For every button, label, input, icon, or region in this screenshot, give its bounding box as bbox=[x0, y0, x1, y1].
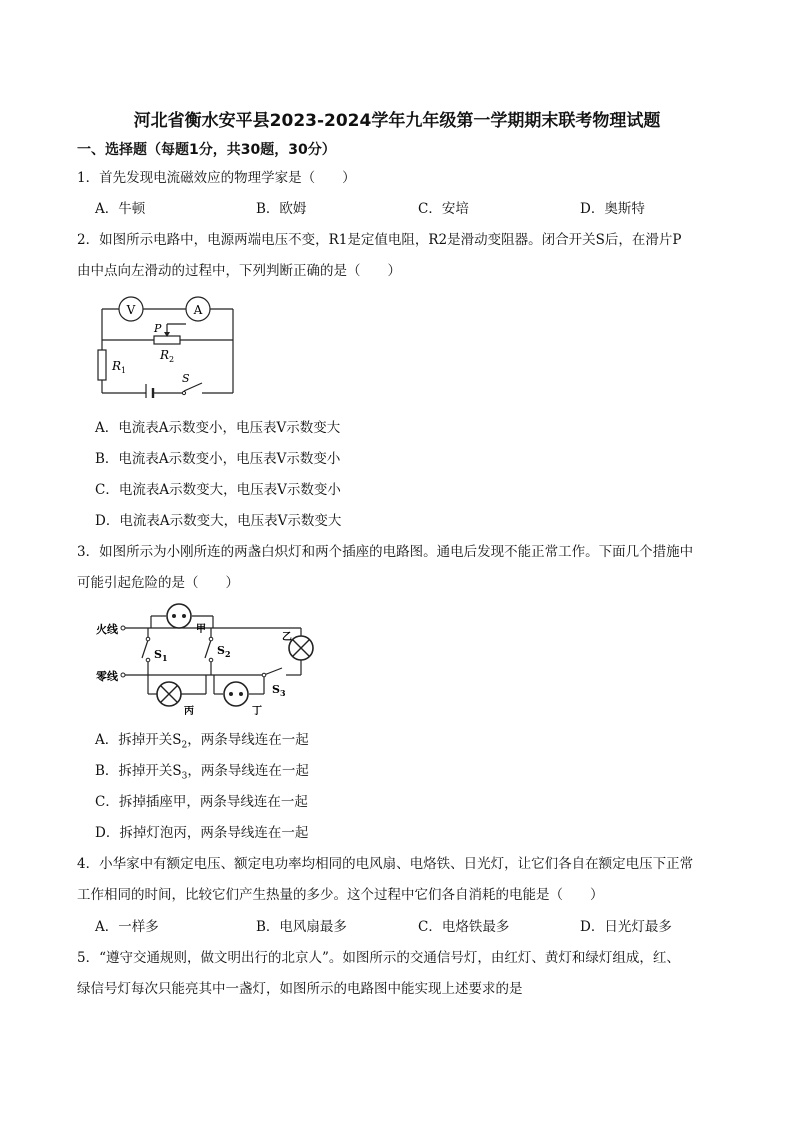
question-1-option-b: B．欧姆 bbox=[256, 201, 307, 217]
question-4-option-c: C．电烙铁最多 bbox=[418, 919, 510, 935]
question-1-option-d: D．奥斯特 bbox=[580, 201, 645, 217]
s3-label: S bbox=[272, 683, 280, 696]
question-2-stem-line-2: 由中点向左滑动的过程中，下列判断正确的是（ ） bbox=[77, 263, 401, 279]
r1-label: R bbox=[112, 359, 122, 373]
s1-label: S bbox=[154, 648, 162, 661]
slider-p-label: P bbox=[154, 322, 162, 335]
s1-subscript: 1 bbox=[162, 653, 168, 663]
question-3-stem-line-2: 可能引起危险的是（ ） bbox=[77, 575, 239, 591]
resistor-r1-symbol bbox=[98, 350, 106, 380]
s1-contact bbox=[146, 637, 150, 641]
question-3-option-c: C．拆掉插座甲，两条导线连在一起 bbox=[95, 794, 308, 810]
section-heading: 一、选择题（每题1分，共30题，30分） bbox=[77, 142, 336, 158]
question-3-circuit-diagram bbox=[96, 602, 336, 720]
q3-option-a-text-end: ，两条导线连在一起 bbox=[187, 732, 309, 748]
question-4-option-d: D．日光灯最多 bbox=[580, 919, 672, 935]
question-2-option-b: B．电流表A示数变小，电压表V示数变小 bbox=[95, 451, 341, 467]
s3-contact bbox=[262, 673, 266, 677]
r2-subscript: 2 bbox=[169, 355, 175, 364]
question-4-option-a: A．一样多 bbox=[95, 919, 159, 935]
lamp-yi-label: 乙 bbox=[282, 632, 292, 643]
q3-option-b-subscript: 3 bbox=[181, 771, 188, 782]
q3-option-a-text: A．拆掉开关S bbox=[95, 732, 182, 748]
live-wire-terminal bbox=[121, 626, 125, 630]
neutral-wire-terminal bbox=[121, 673, 125, 677]
s1-contact-lower bbox=[146, 658, 150, 662]
question-2-circuit-diagram bbox=[94, 290, 244, 398]
question-2-option-c: C．电流表A示数变大，电压表V示数变小 bbox=[95, 482, 341, 498]
s2-label: S bbox=[217, 644, 225, 657]
socket-ding-icon bbox=[224, 682, 248, 706]
lamp-bing-label: 丙 bbox=[184, 706, 194, 717]
question-3-stem-line-1: 3．如图所示为小刚所连的两盏白炽灯和两个插座的电路图。通电后发现不能正常工作。下面几个措施中 bbox=[77, 544, 694, 560]
live-wire-label: 火线 bbox=[96, 623, 118, 636]
question-3-option-a bbox=[95, 728, 309, 751]
q3-option-a-subscript: 2 bbox=[181, 740, 188, 751]
s3-subscript: 3 bbox=[280, 688, 286, 698]
s2-subscript: 2 bbox=[225, 649, 231, 659]
question-1-stem: 1．首先发现电流磁效应的物理学家是（ ） bbox=[77, 170, 356, 186]
switch-label: S bbox=[182, 372, 190, 385]
page-title: 河北省衡水安平县2023-2024学年九年级第一学期期末联考物理试题 bbox=[133, 111, 661, 131]
socket-ding-label: 丁 bbox=[252, 706, 262, 717]
r2-label: R bbox=[160, 348, 170, 362]
question-2-stem-line-1: 2．如图所示电路中，电源两端电压不变，R1是定值电阻，R2是滑动变阻器。闭合开关S后，在滑片P bbox=[77, 232, 682, 248]
neutral-wire-label: 零线 bbox=[96, 670, 118, 683]
voltmeter-label: V bbox=[126, 303, 136, 317]
question-2-option-d: D．电流表A示数变大，电压表V示数变大 bbox=[95, 513, 342, 529]
question-2-option-a: A．电流表A示数变小，电压表V示数变大 bbox=[95, 420, 341, 436]
s2-contact-lower bbox=[209, 658, 213, 662]
question-4-stem-line-2: 工作相同的时间，比较它们产生热量的多少。这个过程中它们各自消耗的电能是（ ） bbox=[77, 887, 604, 903]
question-3-option-b bbox=[95, 759, 309, 782]
socket-jia-label: 甲 bbox=[196, 624, 206, 635]
s2-contact bbox=[209, 637, 213, 641]
socket-jia-icon bbox=[167, 604, 191, 628]
switch-contact bbox=[182, 391, 185, 394]
question-1-option-a: A．牛顿 bbox=[95, 201, 146, 217]
question-4-stem-line-1: 4．小华家中有额定电压、额定电功率均相同的电风扇、电烙铁、日光灯，让它们各自在额定电压下正常 bbox=[77, 856, 694, 872]
q3-option-b-text: B．拆掉开关S bbox=[95, 763, 182, 779]
ammeter-label: A bbox=[193, 303, 203, 317]
question-4-option-b: B．电风扇最多 bbox=[256, 919, 347, 935]
rheostat-r2-symbol bbox=[154, 336, 180, 344]
question-5-stem-line-1: 5．“遵守交通规则，做文明出行的北京人”。如图所示的交通信号灯，由红灯、黄灯和绿灯组成，红、 bbox=[77, 950, 680, 966]
q3-option-b-text-end: ，两条导线连在一起 bbox=[187, 763, 309, 779]
question-1-option-c: C．安培 bbox=[418, 201, 469, 217]
r1-subscript: 1 bbox=[121, 366, 127, 375]
question-3-option-d: D．拆掉灯泡丙，两条导线连在一起 bbox=[95, 825, 309, 841]
question-5-stem-line-2: 绿信号灯每次只能亮其中一盏灯，如图所示的电路图中能实现上述要求的是 bbox=[77, 981, 523, 997]
